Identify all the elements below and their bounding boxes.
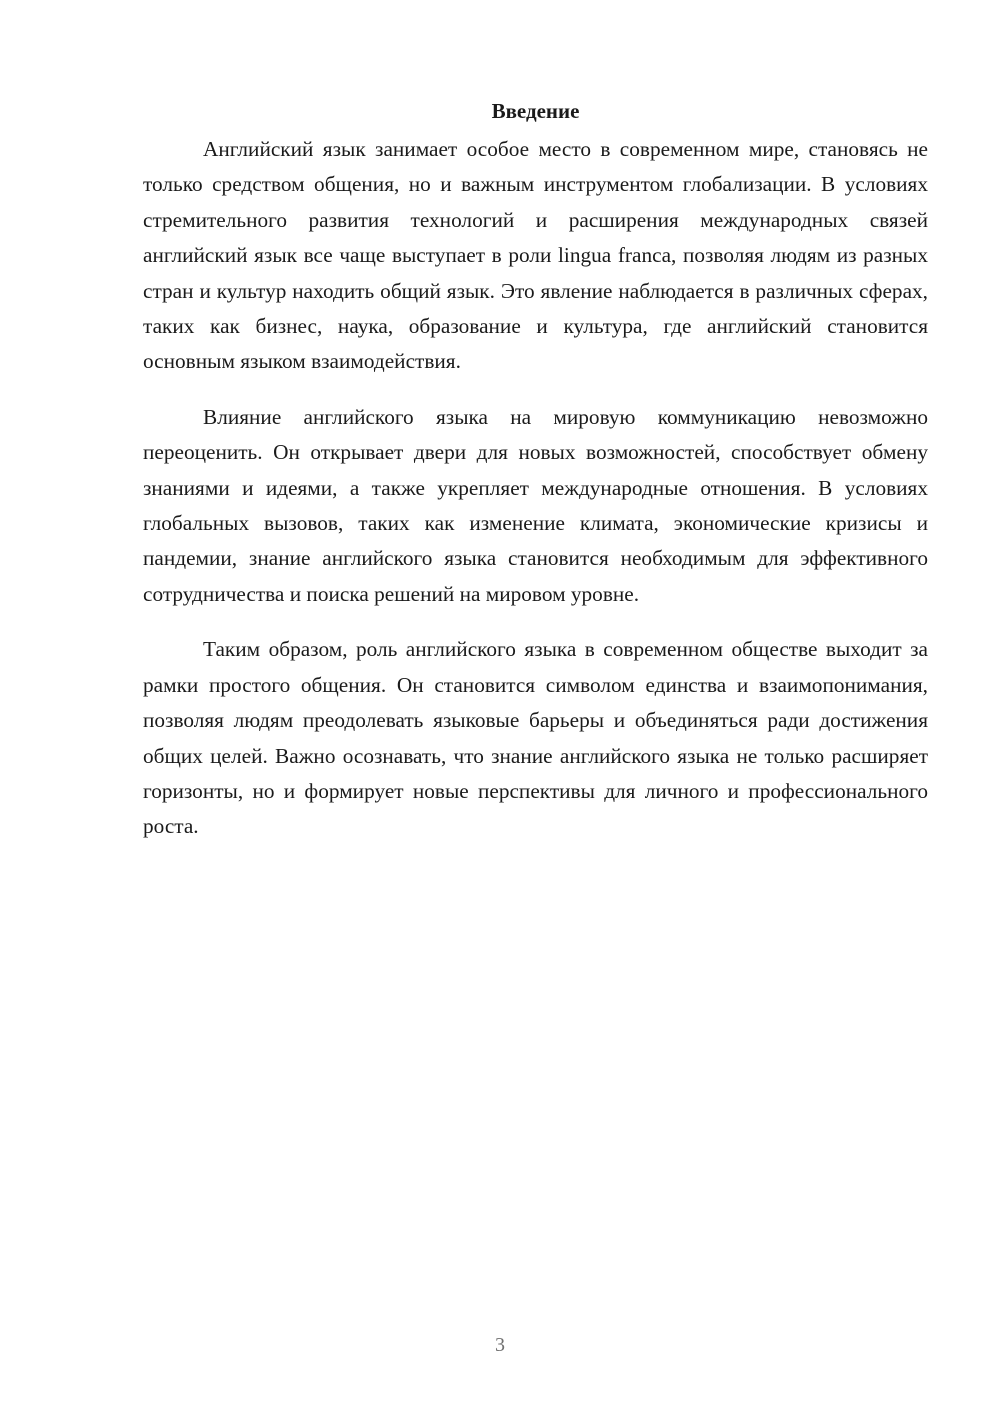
paragraph-1: Английский язык занимает особое место в современном мире, становясь не только средством общения, но и важным инструментом глобализации. В условиях стремительного развития технологий и расширения международных связей английский язык все чаще выступает в роли lingua franca, позволяя людям из разных стран и культур находить общий язык. Это явление наблюдается в различных сферах, таких как бизнес, наука, образование и культура, где английский становится основным языком взаимодействия. — [143, 137, 928, 374]
section-title: Введение — [491, 99, 580, 123]
paragraph-2: Влияние английского языка на мировую коммуникацию невозможно переоценить. Он открывает двери для новых возможностей, способствует обмену знаниями и идеями, а также укрепляет международные отношения. В условиях глобальных вызовов, таких как изменение климата, экономические кризисы и пандемии, знание английского языка становится необходимым для эффективного сотрудничества и поиска решений на мировом уровне. — [143, 404, 928, 606]
page-content — [143, 96, 928, 865]
paragraph-3: Таким образом, роль английского языка в современном обществе выходит за рамки простого общения. Он становится символом единства и взаимопонимания, позволяя людям преодолевать языковые барьеры и объединяться ради достижения общих целей. Важно осознавать, что знание английского языка не только расширяет горизонты, но и формирует новые перспективы для личного и профессионального роста. — [143, 637, 928, 839]
page-number: 3 — [495, 1334, 505, 1356]
